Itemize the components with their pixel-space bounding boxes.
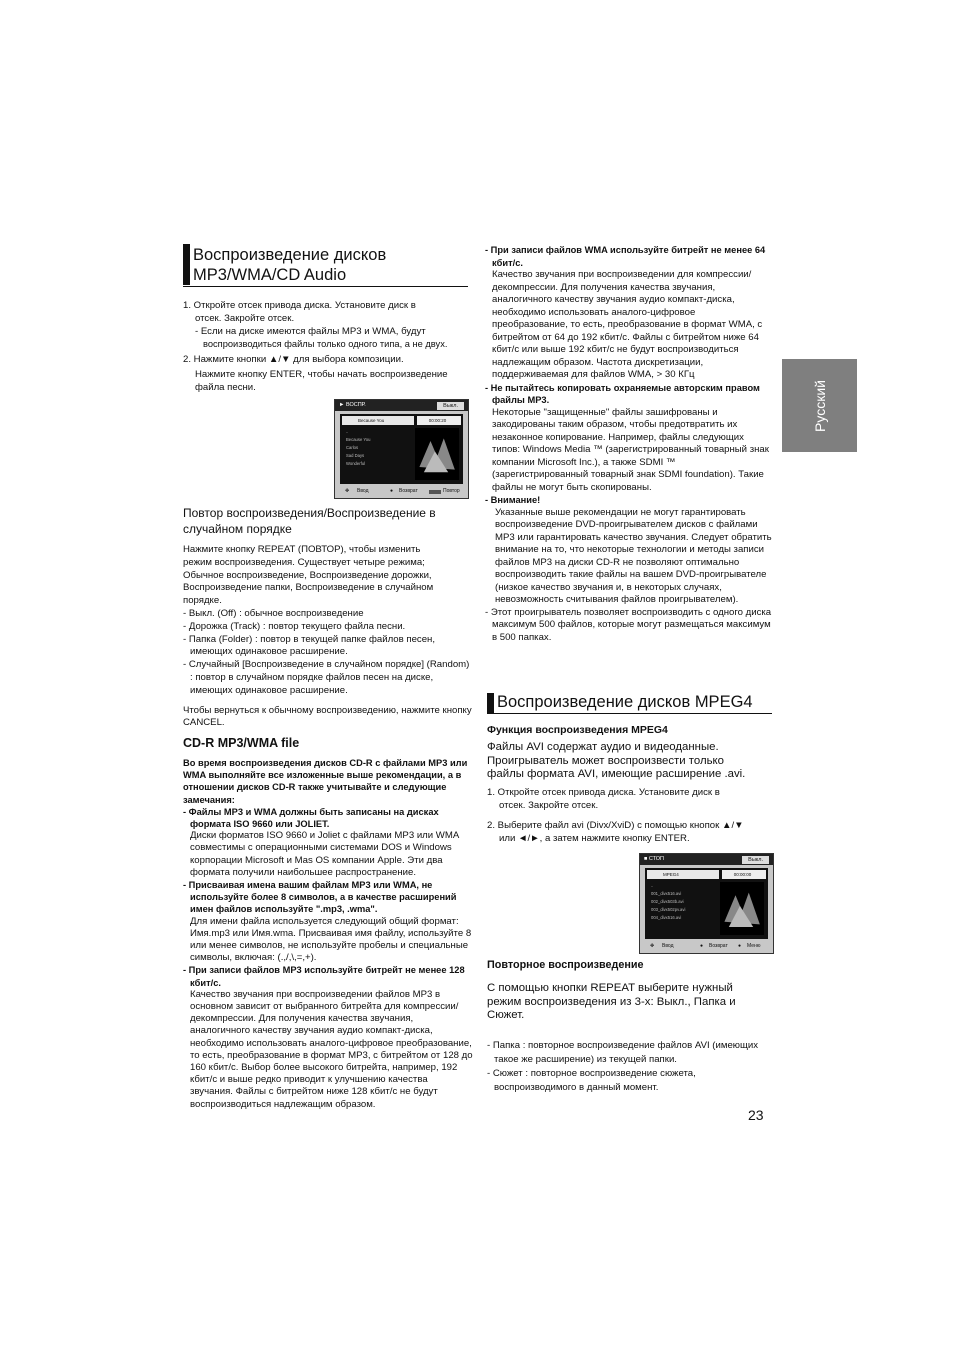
step-2b: Нажмите кнопку ENTER, чтобы начать воспроизведение (195, 368, 448, 380)
repeat-mpeg-title: Повторное воспроизведение (487, 959, 644, 971)
enter-key-icon: ✥ (650, 943, 655, 949)
wma-body: Качество звучания при воспроизведении для компрессии/декомпрессии. Для получения качества звучания, аналогичного качеству звучания аудио компакт-диска, необходимо использовать аналого-цифровое преобразование, то есть, преобразование в формат WMA, с битрейтом от 64 до 192 кбит/с. Файлы с битрейтом ниже 64 кбит/с или выше 192 кбит/с не будут воспроизводиться надлежащим образом. Частота дискретизации, поддерживаемая для файлов WMA, > 30 КГц (492, 269, 763, 380)
screen-repeat-state: Выкл. (437, 402, 464, 410)
repeat-mode-item: - Дорожка (Track) : повтор текущего файла песни. (183, 620, 406, 632)
mpeg-function-title: Функция воспроизведения MPEG4 (487, 724, 668, 736)
screen-time: 00:00:00 (722, 870, 766, 879)
screen-key-guide (335, 485, 468, 498)
step-2c: файла песни. (195, 381, 256, 393)
screen-file-list (346, 428, 415, 468)
title-rule (487, 713, 772, 714)
repeat-title-1: Повтор воспроизведения/Воспроизведение в (183, 506, 436, 520)
repeat-section (183, 544, 473, 730)
list-item[interactable]: 004_divx516.avi (651, 915, 682, 920)
key-enter-label: Ввод (357, 488, 369, 494)
list-item[interactable]: Sad Days (346, 453, 365, 458)
screen-browser (340, 414, 463, 484)
cdr-intro: Во время воспроизведения дисков CD-R с файлами MP3 или WMA выполняйте все изложенные выше рекомендации, а в отношении дисков CD-R также учитывайте и следующие замечания: (183, 758, 468, 805)
repeat-mode-item: - Папка (Folder) : повтор в текущей папке файлов песен, имеющих одинаковое расширение. (183, 633, 435, 658)
attention-head: - Внимание! (485, 495, 541, 505)
mpeg-section (487, 723, 774, 846)
list-item[interactable]: 003_divx502pv.avi (651, 907, 686, 912)
repeat-mpeg-item: - Сюжет : повторное воспроизведение сюжета, воспроизводимого в данный момент. (487, 1067, 696, 1093)
screen-key-guide (640, 940, 773, 953)
menu-key-icon: ● (738, 943, 742, 949)
return-key-icon: ● (390, 488, 394, 494)
cdr-bullet-body: Для имени файла используется следующий общий формат: Имя.mp3 или Имя.wma. Присваивая имя файлу, используйте 8 или менее символов, не используйте пробелы и специальные символы, включая: (.,/,\,=,+). (190, 915, 472, 964)
repeat-mode-item: - Случайный [Воспроизведение в случайном порядке] (Random) : повтор в случайном порядке файлов песен на диске, имеющих одинаковое расширение. (183, 659, 470, 696)
repeat-line: порядке. (183, 595, 222, 607)
cdr-bullet-head: - При записи файлов MP3 используйте битрейт не менее 128 кбит/с. (183, 965, 465, 988)
list-item[interactable]: 002_divx503b.avi (651, 899, 684, 904)
section-title-mpeg4 (497, 692, 777, 712)
list-item[interactable]: .. (651, 883, 654, 888)
key-repeat-label: Повтор (443, 488, 460, 494)
return-key-icon: ● (700, 943, 704, 949)
wma-head: - При записи файлов WMA используйте битрейт не менее 64 кбит/с. (485, 245, 766, 268)
repeat-line: Воспроизведение папки, Воспроизведение в случайном (183, 582, 434, 594)
repeat-line: Обычное воспроизведение, Воспроизведение дорожки, (183, 569, 432, 581)
repeat-line: режим воспроизведения. Существует четыре режима; (183, 556, 425, 568)
mpeg-intro: Файлы AVI содержат аудио и видеоданные. Проигрыватель может воспроизвести только файлы формата AVI, имеющие расширение .avi. (487, 741, 746, 781)
title-bar-mark (487, 693, 494, 713)
enter-key-icon: ✥ (345, 488, 350, 494)
screen-preview-image (415, 428, 459, 480)
language-tab-label: Русский (811, 379, 828, 432)
repeat-mpeg-body: С помощью кнопки REPEAT выберите нужный режим воспроизведения из 3-х: Выкл., Папка и Сюжет. (487, 982, 736, 1022)
wma-section (485, 244, 772, 644)
repeat-title-2: случайном порядке (183, 522, 292, 536)
cdr-bullet-head: - Файлы MP3 и WMA должны быть записаны на дисках формата ISO 9660 или JOLIET. (183, 806, 439, 830)
screen-status: ► ВОСПР. (339, 402, 366, 408)
screen-time: 00:00:20 (417, 416, 461, 425)
title-bar-mark (183, 244, 190, 285)
mpeg-step-1b: отсек. Закройте отсек. (499, 799, 599, 811)
cdr-section (183, 735, 473, 1111)
attention-body: Указанные выше рекомендации не могут гарантировать воспроизведение DVD-проигрывателем дисков с файлами MP3 или гарантировать качество звучания. Следует обратить внимание на то, что некоторые технологии и методы записи файлов MP3 на диски CD-R не позволяют оптимально воспроизводить такие файлы на вашем DVD-проигрывателе (низкое качество звучания и, в некоторых случаях, невозможность считывания файлов проигрывателем). (495, 506, 772, 605)
copy-body: Некоторые "защищенные" файлы зашифрованы и закодированы таким образом, чтобы предотвратить их незаконное копирование. Например, файлы следующих типов: Windows Media ™ (зарегистрированный товарный знак компании Microsoft Inc.), а также SDMI ™ (зарегистрированный товарный знак SDMI foundation). Такие файлы не могут быть скопированы. (492, 406, 769, 493)
title-rule (183, 286, 468, 287)
page-number: 23 (748, 1107, 764, 1123)
cdr-bullet-head: - Присваивая имена вашим файлам MP3 или WMA, не используйте более 8 символов, а в качестве расширений имен файлов используйте ".mp3, .wma". (183, 880, 457, 915)
cdr-bullet-body: Качество звучания при воспроизведении файлов MP3 в основном зависит от выбранного битрейта для компрессии/декомпрессии. Для получения качества звучания, аналогичного качеству звучания аудио компакт-диска, необходимо использовать аналого-цифровое преобразование, то есть, преобразование в формат MP3, с битрейтом от 128 до 160 кбит/с. Выбор более высокого битрейта, например, 192 кбит/с и выше редко приводит к улучшению качества звучания. Файлы с битрейтом ниже 128 кбит/с не будут воспроизводиться надлежащим образом. (190, 988, 473, 1110)
list-item[interactable]: Because You (346, 437, 371, 442)
mp3-steps (183, 300, 473, 395)
repeat-line: Нажмите кнопку REPEAT (ПОВТОР), чтобы изменить (183, 544, 421, 555)
screen-status-bar (640, 854, 773, 865)
mpeg-title: Воспроизведение дисков MPEG4 (497, 693, 753, 711)
screen-file-list (651, 882, 720, 922)
step-1b: отсек. Закройте отсек. (195, 312, 295, 324)
title-line-2: MP3/WMA/CD Audio (193, 266, 347, 284)
mpeg-step-2: 2. Выберите файл avi (Divx/XviD) с помощью кнопок ▲/▼ (487, 820, 744, 832)
screen-folder: MPEG4 (647, 870, 719, 879)
step-1-note: - Если на диске имеются файлы MP3 и WMA, будут (195, 325, 426, 337)
screen-preview-image (720, 882, 764, 935)
list-item[interactable]: .. (346, 429, 349, 434)
screen-status: ■ СТОП (644, 856, 664, 862)
screen-repeat-state: Выкл. (742, 856, 769, 864)
copy-head: - Не пытайтесь копировать охраняемые авторским правом файлы MP3. (485, 382, 760, 405)
screen-status-bar (335, 400, 468, 411)
player-screen-mp3 (334, 399, 469, 499)
cdr-title: CD-R MP3/WMA file (183, 736, 300, 750)
list-item[interactable]: Carlos (346, 445, 359, 450)
list-item[interactable]: Wonderful (346, 461, 366, 466)
list-item[interactable]: 001_divx516.avi (651, 891, 682, 896)
file-limit-note: - Этот проигрыватель позволяет воспроизводить с одного диска максимум 500 файлов, которые могут размещаться максимум в 500 папках. (485, 606, 772, 643)
screen-folder: Because You (342, 416, 414, 425)
repeat-section-title (183, 505, 473, 537)
step-2: 2. Нажмите кнопки ▲/▼ для выбора композиции. (183, 354, 404, 366)
repeat-mpeg-item: - Папка : повторное воспроизведение файлов AVI (имеющих такое же расширение) из текущей папки. (487, 1039, 759, 1065)
repeat-key-icon (429, 490, 441, 494)
key-return-label: Возврат (709, 943, 728, 949)
key-menu-label: Меню (747, 943, 761, 949)
step-1: 1. Откройте отсек привода диска. Установите диск в (183, 300, 416, 311)
section-title-mp3 (193, 245, 473, 285)
key-enter-label: Ввод (662, 943, 674, 949)
player-screen-mpeg4 (639, 853, 774, 954)
cancel-note: Чтобы вернуться к обычному воспроизведению, нажмите кнопку CANCEL. (183, 704, 472, 729)
cdr-bullet-body: Диски форматов ISO 9660 и Joliet с файлами MP3 или WMA совместимы с операционными системами DOS и Windows корпорации Microsoft и Mas OS компании Apple. Эти два формата получили наибольшее распространение. (190, 830, 459, 878)
language-tab (782, 359, 857, 452)
mpeg-step-2b: или ◄/►, а затем нажмите кнопку ENTER. (499, 833, 690, 845)
screen-browser (645, 868, 768, 939)
title-line-1: Воспроизведение дисков (193, 246, 387, 264)
repeat-mpeg-section (487, 958, 774, 1095)
repeat-mode-item: - Выкл. (Off) : обычное воспроизведение (183, 607, 364, 619)
step-1-note-2: воспроизводиться файлы только одного типа, а не двух. (203, 339, 448, 350)
key-return-label: Возврат (399, 488, 418, 494)
mpeg-step-1: 1. Откройте отсек привода диска. Установите диск в (487, 786, 720, 798)
